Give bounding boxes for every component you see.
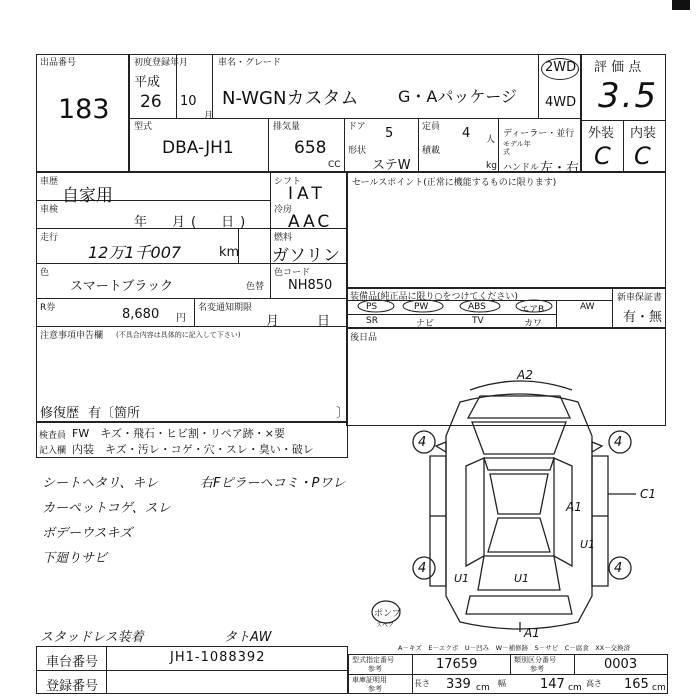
lot-number: 183	[58, 94, 110, 125]
lot-label: 出品番号	[40, 58, 77, 68]
width-label: 幅	[498, 679, 506, 688]
equipment-label: 装備品(純正品に限り○をつけてください)	[350, 292, 518, 302]
damage-u1-left: U1	[454, 572, 470, 585]
warranty-label: 新車保証書	[617, 293, 663, 303]
recycle-label: R券	[40, 303, 56, 313]
damage-u1-side: U1	[580, 538, 596, 551]
damage-a1-side: A1	[566, 500, 582, 514]
caution-label: 注意事項申告欄	[40, 331, 104, 341]
doors-label: ドア	[348, 122, 366, 132]
handle-label: ハンドル	[503, 163, 540, 173]
fuel-value: ガソリン	[272, 246, 340, 266]
spare-label: スペア	[376, 622, 395, 629]
equip-ps: PS	[366, 302, 378, 312]
inspector-row1: FW キズ・飛石・ヒビ割・リペア跡・×要	[72, 427, 285, 440]
aircon-label: 冷房	[274, 205, 293, 215]
height-value: 165	[624, 677, 649, 692]
info-box	[36, 172, 348, 422]
car-grade: G・Aパッケージ	[398, 87, 518, 106]
cc-unit: CC	[328, 160, 341, 170]
aircon-value: AAC	[288, 212, 333, 232]
damage-c1: C1	[640, 487, 657, 501]
dealer-label: ディーラー・並行	[503, 129, 575, 139]
repair-value: 有〔箇所	[88, 406, 141, 421]
history-label: 車歴	[40, 177, 59, 187]
month-unit: 月	[204, 111, 214, 121]
equip-sr: SR	[366, 316, 378, 326]
person-unit: 人	[486, 135, 496, 145]
caution-note: (不具合内容は具体的に記入して下さい)	[116, 331, 241, 339]
inspector-row2: 内装 キズ・汚レ・コゲ・穴・スレ・臭い・破レ	[72, 443, 314, 456]
remark-1: シートヘタリ、キレ	[42, 476, 159, 491]
tire-note: タトAW	[224, 630, 272, 645]
rating-value: 3.5	[598, 76, 659, 116]
tire-rl: 4	[418, 561, 427, 576]
class-no-value: 0003	[604, 657, 638, 672]
equip-leather: カワ	[524, 319, 543, 329]
height-unit: cm	[652, 683, 666, 693]
doors-value: 5	[385, 126, 394, 141]
interior-label: 内装	[630, 126, 657, 141]
width-unit: cm	[568, 683, 582, 693]
model-label: 型式	[134, 122, 153, 132]
car-name-label: 車名・グレード	[218, 58, 282, 68]
studless-note: スタッドレス装着	[40, 630, 144, 645]
inspection-label: 車検	[40, 205, 59, 215]
equip-pw: PW	[414, 302, 429, 312]
color-label: 色	[40, 268, 50, 278]
car-name: N-WGNカスタム	[222, 88, 359, 109]
height-label: 高さ	[586, 679, 602, 688]
shift-value: IAT	[288, 184, 326, 204]
length-label: 長さ	[414, 679, 430, 688]
shape-label: 形状	[348, 146, 367, 156]
remark-3: ボデーウスキズ	[42, 526, 133, 541]
model-value: DBA-JH1	[162, 138, 234, 158]
shape-value: ステW	[372, 158, 411, 173]
equip-aw: AW	[580, 302, 595, 312]
exterior-label: 外装	[588, 126, 615, 141]
handle-value: 左・右	[540, 161, 580, 176]
name-change-value: 月 日	[266, 314, 335, 329]
color-value: スマートブラック	[70, 279, 174, 294]
equip-abs: ABS	[468, 302, 486, 312]
drive-2wd: 2WD	[545, 60, 577, 75]
sales-point-box	[346, 172, 666, 288]
header-faint	[250, 36, 259, 49]
tire-rr: 4	[614, 561, 623, 576]
chassis-label: 車台番号	[46, 655, 99, 670]
cert-ref-label: 参考	[368, 685, 382, 693]
model-year-label: モデル年式	[503, 140, 531, 156]
type-ref-label: 参考	[368, 665, 382, 673]
load-label: 積載	[422, 146, 441, 156]
corner-mark	[672, 0, 690, 10]
chassis-value: JH1-1088392	[170, 650, 266, 665]
equip-airbag: エアB	[520, 305, 545, 315]
damage-legend: A－キズ E－エクボ U－凹み W－補修跡 S－サビ C－腐食 XX－交換済	[398, 644, 631, 652]
warranty-value: 有・無	[623, 310, 663, 325]
reg-year: 26	[140, 92, 162, 112]
length-unit: cm	[476, 683, 490, 693]
entry-label: 記入欄	[39, 446, 67, 456]
damage-a1-bottom: A1	[524, 626, 540, 640]
type-no-value: 17659	[436, 657, 478, 672]
tire-fr: 4	[614, 435, 623, 450]
km-unit: km	[219, 245, 240, 260]
history-value: 自家用	[62, 186, 113, 206]
damage-a2: A2	[517, 368, 533, 382]
class-ref-label: 参考	[530, 665, 544, 673]
equip-navi: ナビ	[416, 319, 435, 329]
repair-close: 〕	[336, 406, 350, 421]
type-no-label: 型式指定番号	[352, 656, 394, 664]
exterior-value: C	[594, 142, 611, 170]
damage-u1-rear: U1	[514, 572, 530, 585]
length-value: 339	[446, 677, 471, 692]
equip-tv: TV	[472, 316, 484, 326]
tire-fl: 4	[418, 435, 427, 450]
rating-label: 評 価 点	[594, 60, 642, 75]
sales-point-label: セールスポイント(正常に機能するものに限ります)	[352, 178, 557, 188]
kg-unit: kg	[486, 161, 497, 171]
cert-label: 車庫証明用	[352, 676, 387, 684]
interior-value: C	[634, 142, 651, 170]
shift-label: シフト	[274, 177, 302, 187]
inspector-label: 検査員	[39, 431, 67, 441]
recycle-value: 8,680	[122, 307, 160, 322]
name-change-label: 名変通知期限	[198, 303, 253, 313]
pump-label: ポンプ	[374, 609, 402, 619]
capacity-value: 4	[462, 126, 471, 141]
first-reg-label: 初度登録年月	[134, 58, 189, 68]
right-remark: 右Fピラーヘコミ・Pワレ	[200, 476, 346, 491]
drive-4wd: 4WD	[545, 95, 577, 110]
remark-4: 下廻りサビ	[42, 551, 108, 566]
repair-label: 修復歴	[40, 406, 80, 421]
inspection-value: 年 月( 日)	[134, 215, 252, 230]
color-code-label: 色コード	[274, 268, 311, 278]
displacement-value: 658	[294, 138, 327, 158]
color-code-value: NH850	[288, 278, 333, 293]
car-diagram	[400, 366, 680, 656]
class-no-label: 類別区分番号	[514, 656, 556, 664]
mileage-value: 12万1千007	[88, 243, 182, 262]
mileage-label: 走行	[40, 233, 59, 243]
remark-2: カーペットコゲ、スレ	[42, 501, 171, 516]
fuel-label: 燃料	[274, 233, 293, 243]
after-fit-label: 後日品	[350, 333, 378, 343]
era-label: 平成	[134, 75, 161, 90]
displacement-label: 排気量	[273, 122, 301, 132]
reg-month: 10	[180, 94, 197, 109]
width-value: 147	[540, 677, 565, 692]
reg-no-label: 登録番号	[46, 679, 99, 694]
equipment-circles	[346, 296, 556, 316]
color-change-label: 色替	[246, 282, 265, 292]
capacity-label: 定員	[422, 122, 441, 132]
